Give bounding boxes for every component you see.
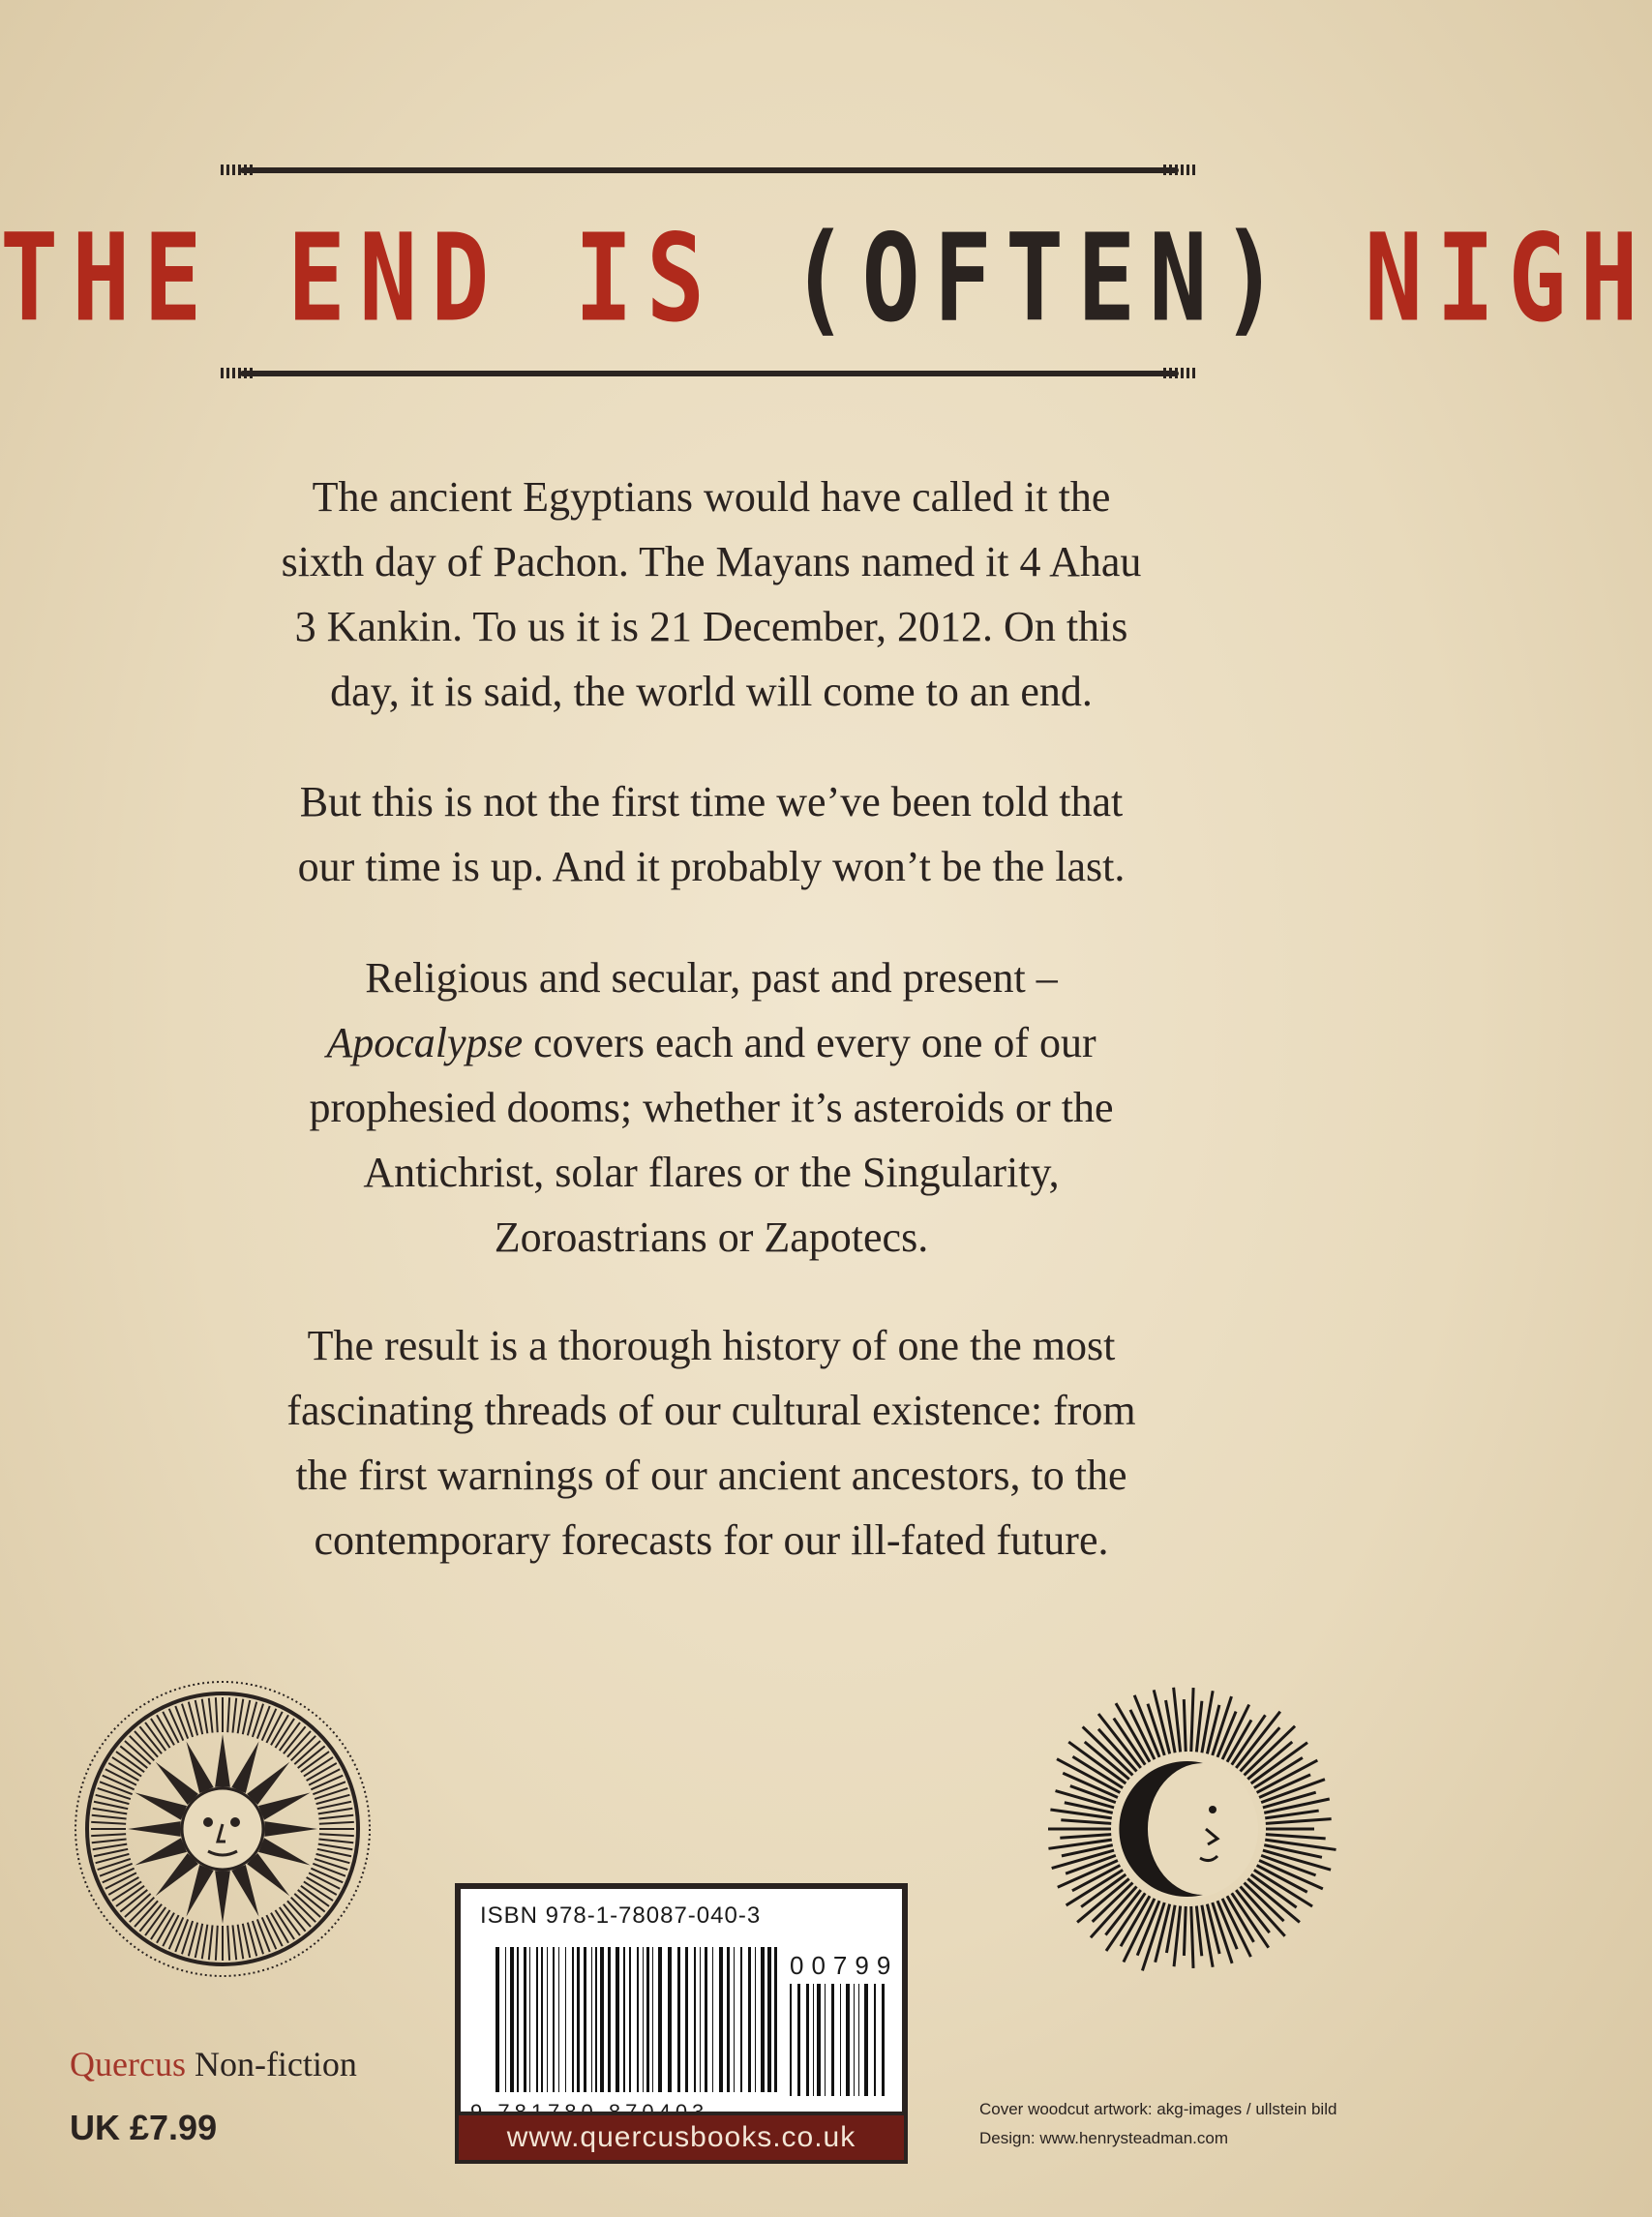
headline-part-2: (OFTEN)	[790, 207, 1293, 349]
headline	[0, 207, 1652, 349]
blurb-line: day, it is said, the world will come to an end.	[330, 668, 1093, 715]
blurb-paragraph-2	[194, 769, 1229, 899]
blurb-paragraph-1	[194, 464, 1229, 724]
blurb-line: prophesied dooms; whether it’s asteroids or the	[309, 1084, 1114, 1131]
blurb-paragraph-3	[194, 945, 1229, 1270]
sun-woodcut-icon	[73, 1679, 373, 1979]
barcode-graphic	[496, 1947, 776, 2092]
blurb-line: The result is a thorough history of one the most	[307, 1322, 1116, 1369]
blurb-line: The ancient Egyptians would have called it the	[312, 473, 1111, 521]
blurb-line: Antichrist, solar flares or the Singularity,	[363, 1149, 1060, 1196]
price: UK £7.99	[70, 2108, 218, 2147]
credits	[979, 2095, 1337, 2153]
blurb-line: But this is not the first time we’ve been told that	[299, 778, 1124, 825]
blurb-line: Religious and secular, past and present –	[365, 954, 1058, 1002]
publisher-line	[70, 2044, 357, 2084]
headline-part-1: THE END IS	[0, 207, 791, 349]
price-addon-code: 00799	[790, 1951, 899, 1980]
moon-woodcut-icon	[1034, 1674, 1343, 1984]
bottom-rule	[240, 371, 1179, 376]
publisher-brand: Quercus	[70, 2045, 186, 2083]
blurb-line: the first warnings of our ancient ancestors, to the	[295, 1452, 1127, 1499]
blurb-paragraph-4	[194, 1313, 1229, 1573]
blurb-line-rest: covers each and every one of our	[523, 1019, 1096, 1066]
blurb-line: Zoroastrians or Zapotecs.	[494, 1213, 929, 1261]
blurb-line: contemporary forecasts for our ill-fated future.	[314, 1516, 1109, 1564]
publisher-category: Non-fiction	[185, 2045, 357, 2083]
barcode-panel	[455, 1883, 908, 2139]
isbn-label: ISBN 978-1-78087-040-3	[480, 1902, 762, 1929]
headline-part-3: NIGH	[1292, 207, 1652, 349]
blurb-line	[194, 1010, 1229, 1075]
design-credit: Design: www.henrysteadman.com	[979, 2129, 1229, 2147]
blurb-line: 3 Kankin. To us it is 21 December, 2012. On this	[294, 603, 1128, 650]
addon-barcode-graphic	[790, 1984, 886, 2096]
top-rule	[240, 167, 1179, 173]
blurb-line: fascinating threads of our cultural existence: from	[286, 1387, 1136, 1434]
publisher-website[interactable]: www.quercusbooks.co.uk	[455, 2112, 908, 2164]
blurb-line: sixth day of Pachon. The Mayans named it 4 Ahau	[281, 538, 1142, 585]
book-title-italic: Apocalypse	[326, 1019, 524, 1066]
blurb-line: our time is up. And it probably won’t be the last.	[297, 843, 1126, 890]
artwork-credit: Cover woodcut artwork: akg-images / ullstein bild	[979, 2100, 1337, 2118]
